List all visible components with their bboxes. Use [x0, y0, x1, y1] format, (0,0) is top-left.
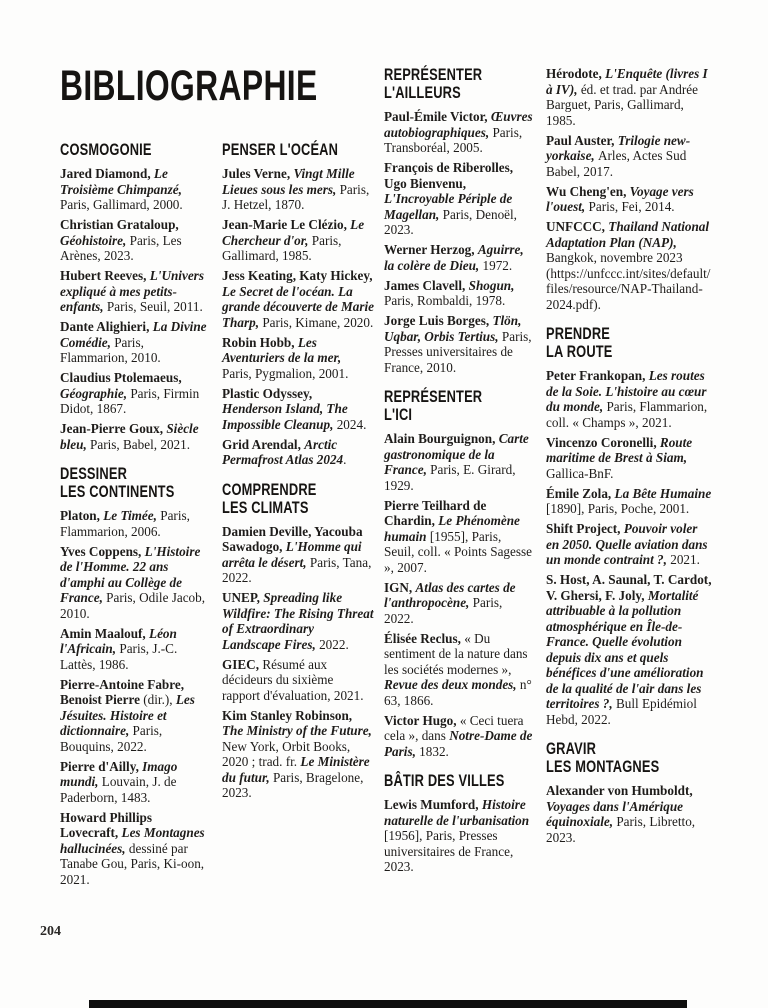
section-heading — [384, 772, 505, 790]
entry-title: Shogun, — [468, 277, 515, 293]
entry-author: Claudius Ptolemaeus, — [60, 370, 182, 385]
entry-author: Howard Phillips Lovecraft, — [60, 809, 152, 840]
column-2 — [222, 66, 374, 892]
bib-entry — [384, 431, 534, 493]
bib-entry — [222, 386, 374, 433]
entry-author: Paul Auster, — [546, 132, 618, 148]
entry-detail: Paris, J. Hetzel, 1870. — [222, 181, 370, 212]
bib-entry — [60, 508, 210, 539]
bib-entry — [384, 109, 534, 156]
entry-author: Christian Grataloup, — [60, 217, 179, 232]
bib-entry — [546, 435, 712, 482]
section-heading-line: LA ROUTE — [546, 343, 613, 361]
entry-author: Platon, — [60, 508, 104, 523]
entry-detail: dessiné par Tanabe Gou, Paris, Ki-oon, 2021. — [60, 840, 205, 887]
section-heading — [60, 141, 177, 159]
section-heading — [222, 481, 341, 517]
columns-container — [60, 66, 712, 892]
entry-author: Dante Alighieri, — [60, 319, 153, 334]
entry-author: Wu Cheng'en, — [546, 183, 630, 199]
entry-author: Alain Bourguignon, — [384, 431, 499, 446]
section-heading-line: LES MONTAGNES — [546, 758, 660, 776]
bib-entry — [546, 133, 712, 180]
entry-title: Voyage vers l'ouest, — [546, 183, 694, 214]
entry-detail: Paris, Firmin Didot, 1867. — [60, 385, 200, 416]
entry-detail: [1956], Paris, Presses universitaires de France, 2023. — [384, 828, 514, 874]
entry-title: Le Timée, — [103, 508, 161, 523]
entry-author: Jess Keating, Katy Hickey, — [222, 268, 373, 283]
page-number: 204 — [40, 924, 61, 939]
entry-author: François de Riberolles, Ugo Bienvenu, — [384, 160, 514, 191]
entry-title: Les Montagnes hallucinées, — [60, 825, 205, 856]
entry-author: UNEP, — [222, 590, 264, 605]
entry-author: Pierre d'Ailly, — [60, 758, 143, 774]
bib-entry — [60, 626, 210, 673]
bib-entry — [546, 572, 712, 727]
entry-detail: Louvain, J. de Paderborn, 1483. — [60, 774, 177, 805]
entry-detail: . — [343, 452, 347, 467]
entry-detail: Paris, Kimane, 2020. — [262, 314, 374, 330]
bib-entry — [60, 217, 210, 264]
entry-detail: Paris, Tana, 2022. — [222, 554, 372, 585]
section-heading — [546, 740, 675, 776]
bib-entry — [60, 268, 210, 315]
entry-detail: Paris, Flammarion, 2006. — [60, 508, 190, 539]
bib-entry — [546, 66, 712, 128]
entry-detail: [1955], Paris, Seuil, coll. « Points Sagesse », 2007. — [384, 528, 532, 575]
entry-detail: Paris, Flammarion, coll. « Champs », 2021. — [546, 399, 708, 430]
entry-title: Les routes de la Soie. L'histoire au cœur du monde, — [546, 368, 707, 414]
bib-entry — [384, 713, 534, 760]
entry-detail: 1832. — [419, 743, 449, 759]
entry-author: Hubert Reeves, — [60, 268, 150, 283]
entry-title: Voyages dans l'Amérique équinoxiale, — [546, 798, 684, 829]
entry-title: L'Incroyable Périple de Magellan, — [384, 191, 513, 222]
entry-author: Robin Hobb, — [222, 334, 298, 350]
entry-author: James Clavell, — [384, 277, 469, 293]
entry-author: Élisée Reclus, — [384, 630, 465, 646]
entry-author: Grid Arendal, — [222, 436, 305, 452]
entry-detail: Paris, Flammarion, 2010. — [60, 334, 161, 365]
section-heading-line: PENSER L'OCÉAN — [222, 141, 339, 159]
entry-detail: Gallica-BnF. — [546, 465, 614, 481]
entry-title: Le Secret de l'océan. La grande découverte de Marie Tharp, — [222, 283, 374, 330]
section-heading-line: L'ICI — [384, 406, 413, 424]
entry-title: Léon l'Africain, — [60, 625, 177, 656]
bib-entry — [60, 759, 210, 806]
entry-detail: Paris, Transboréal, 2005. — [384, 124, 523, 155]
entry-title: Imago mundi, — [60, 758, 178, 789]
section-heading-line: L'AILLEURS — [384, 84, 461, 102]
bib-entry — [222, 217, 374, 264]
column-3 — [384, 66, 534, 892]
section-heading — [546, 325, 675, 361]
entry-detail: Paris, J.-C. Lattès, 1986. — [60, 641, 178, 672]
section-heading — [222, 141, 341, 159]
bib-entry — [60, 166, 210, 213]
entry-detail: Paris, Odile Jacob, 2010. — [60, 590, 206, 621]
entry-detail: Paris, Rombaldi, 1978. — [384, 293, 506, 308]
entry-title: L'Histoire de l'Homme. 22 ans d'amphi au Collège de France, — [60, 543, 201, 605]
entry-author: Hérodote, — [546, 66, 606, 81]
column-1 — [60, 66, 210, 892]
section-heading-line: BÂTIR DES VILLES — [384, 772, 505, 790]
section-heading-line: LES CONTINENTS — [60, 483, 175, 501]
entry-detail: New York, Orbit Books, 2020 ; trad. fr. — [222, 738, 351, 769]
section-heading-line: PRENDRE — [546, 325, 611, 343]
bib-entry — [384, 278, 534, 309]
entry-detail: 2021. — [670, 552, 700, 567]
bib-entry — [384, 498, 534, 576]
entry-detail: Paris, Babel, 2021. — [90, 436, 191, 452]
entry-detail: Paris, Gallimard, 1985. — [222, 232, 342, 263]
entry-title: Le Chercheur d'or, — [222, 217, 365, 248]
bib-entry — [546, 368, 712, 430]
entry-title: Trilogie new-yorkaise, — [546, 132, 691, 163]
entry-title: Le Ministère du futur, — [222, 754, 370, 785]
entry-detail: (dir.), — [143, 692, 176, 707]
entry-author: S. Host, A. Saunal, T. Cardot, V. Ghersi, F. Joly, — [546, 572, 712, 603]
entry-title: La Divine Comédie, — [60, 319, 207, 350]
entry-author: Jean-Pierre Goux, — [60, 421, 167, 436]
entry-detail: Arles, Actes Sud Babel, 2017. — [546, 148, 687, 179]
entry-title: Henderson Island, The Impossible Cleanup, — [222, 401, 348, 432]
section-heading — [384, 388, 501, 424]
entry-author: Damien Deville, Yacouba Sawadogo, — [222, 523, 363, 554]
entry-title: Spreading like Wildfire: The Rising Threat of Extraordinary Landscape Fires, — [222, 590, 374, 652]
entry-author: Pierre Teilhard de Chardin, — [384, 497, 487, 528]
entry-author: Jean-Marie Le Clézio, — [222, 217, 351, 232]
bib-entry — [60, 370, 210, 417]
bib-entry — [222, 437, 374, 468]
entry-title: L'Homme qui arrêta le désert, — [222, 539, 362, 570]
entry-title: Carte gastronomique de la France, — [384, 431, 529, 477]
entry-title: Pouvoir voler en 2050. Quelle aviation dans un monde contraint ?, — [546, 521, 708, 567]
entry-author: Peter Frankopan, — [546, 368, 649, 383]
bib-entry — [222, 524, 374, 586]
entry-author: Amin Maalouf, — [60, 625, 150, 641]
entry-author: Victor Hugo, — [384, 712, 460, 728]
entry-title: Aguirre, la colère de Dieu, — [384, 242, 524, 273]
entry-detail: Paris, 2022. — [384, 595, 503, 626]
entry-author: Werner Herzog, — [384, 242, 478, 257]
entry-detail: Paris, Presses universitaires de France, 2010. — [384, 328, 532, 375]
entry-detail: Paris, Pygmalion, 2001. — [222, 365, 349, 381]
entry-title: Mortalité attribuable à la pollution atmosphérique en Île-de-France. Quelle évolution depuis dix ans et quels bénéfices d'une amélioration de la qualité de l'air dans les territoires ?, — [546, 587, 704, 711]
entry-author: Lewis Mumford, — [384, 797, 482, 812]
section-heading — [384, 66, 501, 102]
entry-title: Notre-Dame de Paris, — [384, 728, 533, 759]
entry-detail: Paris, Fei, 2014. — [588, 199, 675, 214]
bib-entry — [384, 580, 534, 627]
bib-entry — [60, 810, 210, 888]
entry-detail: Bull Epidémiol Hebd, 2022. — [546, 696, 697, 727]
entry-detail: Paris, Les Arènes, 2023. — [60, 232, 182, 263]
section-heading-line: REPRÉSENTER — [384, 388, 483, 406]
entry-detail: Paris, Seuil, 2011. — [106, 299, 203, 314]
section-heading-line: COMPRENDRE — [222, 480, 317, 499]
entry-author: Plastic Odyssey, — [222, 385, 313, 401]
entry-detail: Paris, Denoël, 2023. — [384, 206, 517, 237]
bib-entry — [546, 219, 712, 312]
entry-author: IGN, — [384, 579, 416, 595]
bib-entry — [222, 590, 374, 652]
bib-entry — [60, 319, 210, 366]
entry-detail: 2024. — [336, 416, 367, 432]
entry-detail: « Ceci tuera cela », dans — [384, 712, 524, 743]
entry-detail: Paris, Libretto, 2023. — [546, 814, 696, 845]
entry-title: Le Troisième Chimpanzé, — [60, 166, 182, 197]
bib-entry — [60, 677, 210, 755]
bib-entry — [384, 313, 534, 375]
entry-detail: 2022. — [319, 636, 349, 652]
entry-author: Kim Stanley Robinson, — [222, 707, 353, 723]
entry-title: Siècle bleu, — [60, 421, 199, 452]
section-heading — [60, 465, 177, 501]
bib-entry — [222, 657, 374, 704]
entry-detail: [1890], Paris, Poche, 2001. — [546, 501, 690, 516]
entry-title: Le Phénomène humain — [384, 513, 520, 544]
bib-entry — [222, 166, 374, 213]
bib-entry — [546, 486, 712, 517]
column-4 — [546, 66, 712, 892]
section-heading-line: DESSINER — [60, 465, 128, 483]
entry-author: Shift Project, — [546, 521, 624, 536]
entry-title: Atlas des cartes de l'anthropocène, — [384, 579, 516, 610]
entry-author: Émile Zola, — [546, 485, 615, 501]
entry-title: The Ministry of the Future, — [222, 723, 372, 738]
entry-detail: n° 63, 1866. — [384, 677, 532, 708]
section-heading-line: GRAVIR — [546, 740, 597, 758]
entry-detail: éd. et trad. par Andrée Barguet, Paris, Gallimard, 1985. — [546, 81, 698, 128]
entry-author: Jared Diamond, — [60, 166, 154, 181]
entry-detail: Paris, Bragelone, 2023. — [222, 769, 364, 800]
entry-author: Jorge Luis Borges, — [384, 313, 493, 328]
entry-title: Les Aventuriers de la mer, — [222, 334, 342, 365]
bib-entry — [546, 521, 712, 568]
entry-author: UNFCCC, — [546, 219, 609, 234]
entry-detail: Paris, E. Girard, 1929. — [384, 462, 516, 493]
entry-author: GIEC, — [222, 656, 263, 672]
entry-title: Les Jésuites. Histoire et dictionnaire, — [60, 692, 195, 738]
entry-title: L'Univers expliqué à mes petits-enfants, — [60, 268, 204, 314]
entry-title: Route maritime de Brest à Siam, — [546, 434, 693, 465]
entry-detail: Résumé aux décideurs du sixième rapport d'évaluation, 2021. — [222, 656, 364, 703]
entry-title: Histoire naturelle de l'urbanisation — [384, 797, 530, 828]
bib-entry — [222, 708, 374, 801]
entry-author: Pierre-Antoine Fabre, Benoist Pierre — [60, 676, 185, 707]
bib-entry — [60, 544, 210, 622]
page-title: BIBLIOGRAPHIE — [60, 62, 318, 110]
entry-title: La Bête Humaine — [614, 485, 712, 501]
section-heading-line: REPRÉSENTER — [384, 66, 483, 84]
entry-title: Revue des deux mondes, — [384, 677, 520, 692]
entry-title: Arctic Permafrost Atlas 2024 — [222, 436, 344, 467]
page-edge-bar — [89, 1000, 687, 1008]
entry-title: Thailand National Adaptation Plan (NAP), — [546, 219, 710, 250]
entry-author: Vincenzo Coronelli, — [546, 434, 660, 450]
entry-author: Alexander von Humboldt, — [546, 783, 693, 798]
bib-entry — [546, 783, 712, 845]
bib-entry — [384, 797, 534, 875]
entry-title: Œuvres autobiographiques, — [384, 109, 533, 140]
bib-entry — [384, 242, 534, 273]
entry-title: Géohistoire, — [60, 232, 130, 248]
bib-entry — [60, 421, 210, 452]
entry-detail: « Du sentiment de la nature dans les sociétés modernes », — [384, 630, 528, 677]
bib-entry — [546, 184, 712, 215]
entry-detail: Paris, Bouquins, 2022. — [60, 723, 163, 754]
bib-entry — [222, 268, 374, 330]
entry-title: Vingt Mille Lieues sous les mers, — [222, 166, 355, 197]
entry-detail: Paris, Gallimard, 2000. — [60, 197, 183, 212]
entry-title: Tlön, Uqbar, Orbis Tertius, — [384, 313, 522, 344]
section-heading-line: COSMOGONIE — [60, 141, 152, 159]
entry-title: Géographie, — [60, 385, 131, 401]
entry-author: Jules Verne, — [222, 166, 294, 181]
entry-detail: Bangkok, novembre 2023 (https://unfccc.int/sites/default/files/resource/NAP-Thailand-2024.pdf). — [546, 250, 711, 312]
entry-author: Yves Coppens, — [60, 543, 145, 559]
section-heading-line: LES CLIMATS — [222, 498, 309, 517]
bib-entry — [222, 335, 374, 382]
entry-author: Paul-Émile Victor, — [384, 109, 491, 124]
entry-detail: 1972. — [482, 257, 513, 273]
bib-entry — [384, 631, 534, 709]
bib-entry — [384, 160, 534, 238]
entry-title: L'Enquête (livres I à IV), — [546, 66, 708, 97]
